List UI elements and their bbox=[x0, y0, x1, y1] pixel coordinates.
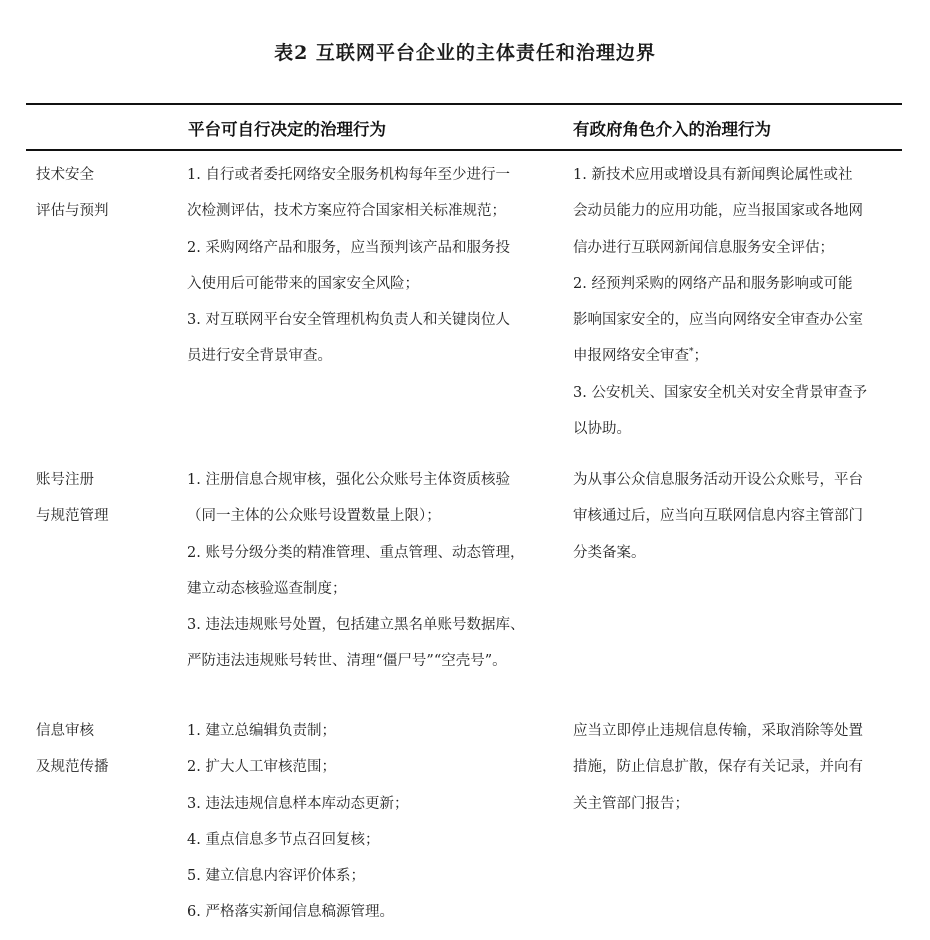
cell-line: 4. 重点信息多节点召回复核； bbox=[187, 831, 380, 848]
cell-line: 3. 对互联网平台安全管理机构负责人和关键岗位人 bbox=[187, 312, 510, 329]
footnote-mark: * bbox=[689, 347, 694, 358]
cell-line: 2. 经预判采购的网络产品和服务影响或可能 bbox=[573, 275, 853, 292]
row-label-line: 信息审核 bbox=[36, 723, 94, 739]
cell-line: 入使用后可能带来的国家安全风险； bbox=[187, 275, 419, 292]
cell-line: 1. 新技术应用或增设具有新闻舆论属性或社 bbox=[573, 167, 853, 183]
cell-line: 次检测评估，技术方案应符合国家相关标准规范； bbox=[187, 203, 506, 220]
cell-line: 2. 采购网络产品和服务，应当预判该产品和服务投 bbox=[187, 239, 510, 256]
cell-line: 1. 建立总编辑负责制； bbox=[187, 723, 336, 739]
cell-line: 措施，防止信息扩散，保存有关记录，并向有 bbox=[573, 759, 863, 776]
cell-line: 2. 账号分级分类的精准管理、重点管理、动态管理， bbox=[187, 544, 525, 561]
cell-line: 1. 注册信息合规审核，强化公众账号主体资质核验 bbox=[187, 472, 510, 488]
row-label-line: 评估与预判 bbox=[36, 203, 109, 220]
cell-line: 会动员能力的应用功能，应当报国家或各地网 bbox=[573, 203, 863, 220]
cell-line: 1. 自行或者委托网络安全服务机构每年至少进行一 bbox=[187, 167, 510, 183]
cell-line-text: 申报网络安全审查 bbox=[573, 348, 689, 365]
cell-line: 5. 建立信息内容评价体系； bbox=[187, 868, 365, 885]
cell-line: 影响国家安全的，应当向网络安全审查办公室 bbox=[573, 312, 863, 329]
row-label-line: 技术安全 bbox=[36, 167, 94, 183]
column-header-platform: 平台可自行决定的治理行为 bbox=[188, 120, 386, 139]
cell-platform-tech-security bbox=[187, 157, 555, 375]
cell-line: 以协助。 bbox=[573, 421, 631, 438]
table-title: 表2 互联网平台企业的主体责任和治理边界 bbox=[274, 42, 656, 64]
cell-line: 2. 扩大人工审核范围； bbox=[187, 759, 336, 776]
cell-line: （同一主体的公众账号设置数量上限）； bbox=[187, 508, 441, 525]
row-label-line: 账号注册 bbox=[36, 472, 94, 488]
row-label-line: 与规范管理 bbox=[36, 508, 109, 525]
cell-government-account-management bbox=[573, 462, 895, 571]
cell-line: 3. 违法违规账号处置，包括建立黑名单账号数据库、 bbox=[187, 617, 525, 634]
table-top-rule bbox=[26, 103, 902, 105]
cell-line-tail: ； bbox=[693, 348, 708, 365]
cell-line: 信办进行互联网新闻信息服务安全评估； bbox=[573, 239, 834, 256]
table-header-rule bbox=[26, 149, 902, 151]
cell-government-content-review bbox=[573, 713, 895, 822]
cell-line bbox=[573, 338, 895, 374]
cell-line: 审核通过后，应当向互联网信息内容主管部门 bbox=[573, 508, 863, 525]
cell-line: 员进行安全背景审查。 bbox=[187, 348, 332, 365]
cell-line: 6. 严格落实新闻信息稿源管理。 bbox=[187, 904, 394, 921]
cell-line: 建立动态核验巡查制度； bbox=[187, 580, 347, 597]
cell-line: 应当立即停止违规信息传输，采取消除等处置 bbox=[573, 723, 863, 739]
row-label-content-review bbox=[36, 713, 109, 786]
row-label-tech-security bbox=[36, 157, 109, 230]
cell-platform-account-management bbox=[187, 462, 555, 680]
cell-government-tech-security bbox=[573, 157, 895, 447]
cell-line: 关主管部门报告； bbox=[573, 795, 689, 812]
row-label-line: 及规范传播 bbox=[36, 759, 109, 776]
cell-line: 3. 违法违规信息样本库动态更新； bbox=[187, 795, 409, 812]
cell-line: 严防违法违规账号转世、清理“僵尸号”“空壳号”。 bbox=[187, 653, 507, 670]
column-header-government: 有政府角色介入的治理行为 bbox=[573, 120, 771, 139]
cell-line: 3. 公安机关、国家安全机关对安全背景审查予 bbox=[573, 384, 867, 401]
row-label-account-management bbox=[36, 462, 109, 535]
cell-platform-content-review bbox=[187, 713, 555, 931]
cell-line: 为从事公众信息服务活动开设公众账号，平台 bbox=[573, 472, 863, 488]
cell-line: 分类备案。 bbox=[573, 544, 646, 561]
